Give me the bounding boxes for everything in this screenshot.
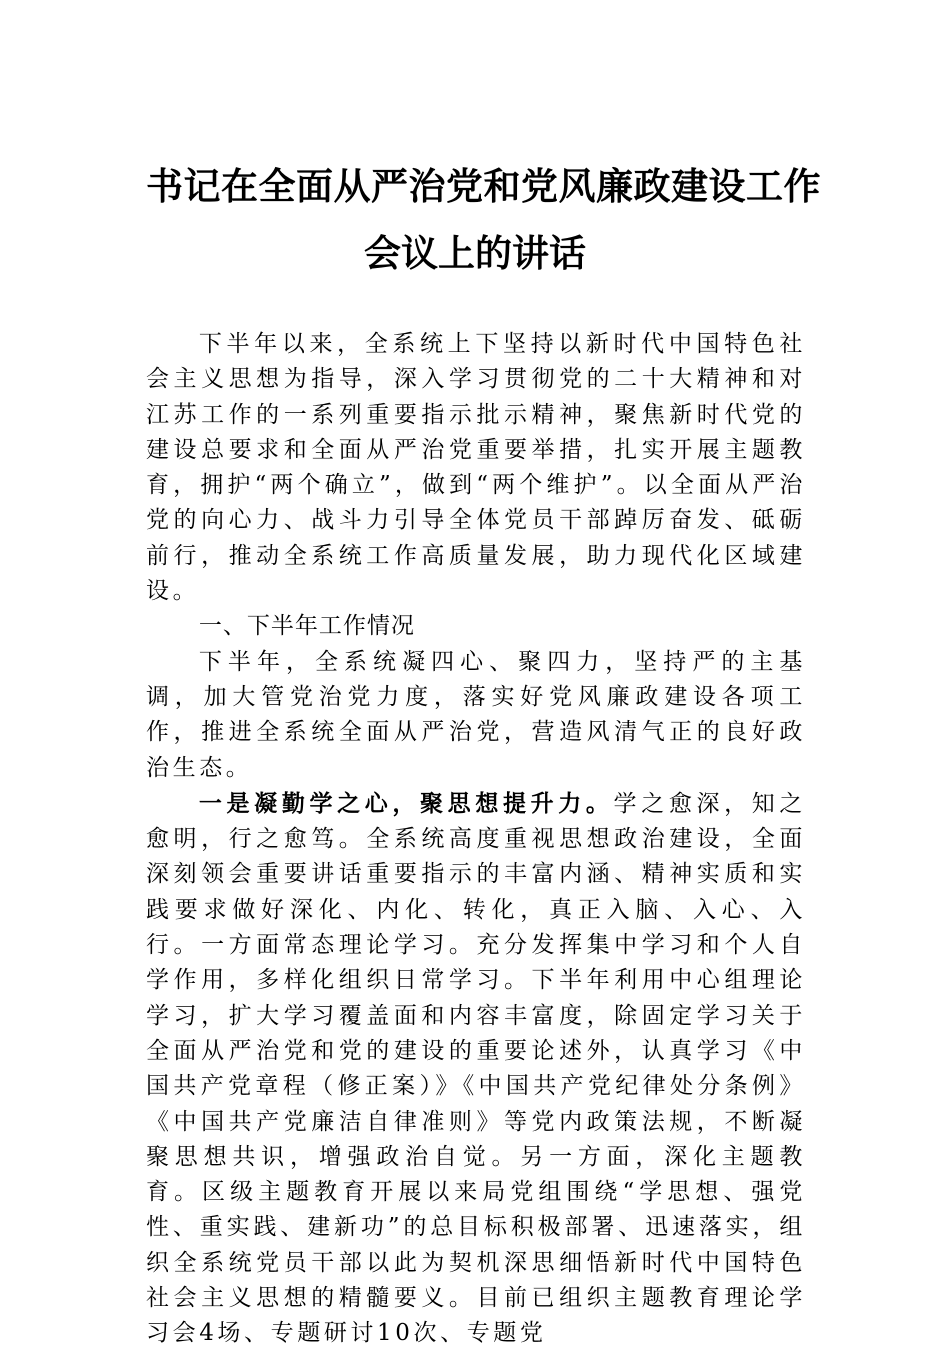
point-1-lead: 一是凝勤学之心，聚思想提升力。 <box>198 789 614 817</box>
intro-paragraph: 下半年以来，全系统上下坚持以新时代中国特色社会主义思想为指导，深入学习贯彻党的二十大精神和对江苏工作的一系列重要指示批示精神，聚焦新时代党的建设总要求和全面从严治党重要举措，扎实开展主题教育，拥护“两个确立”，做到“两个维护”。以全面从严治党的向心力、战斗力引导全体党员干部踔厉奋发、砥砺前行，推动全系统工作高质量发展，助力现代化区域建设。 <box>146 331 806 605</box>
document-title-line-1: 书记在全面从严治党和党风廉政建设工作 <box>146 164 821 208</box>
section-1-intro-paragraph: 下半年，全系统凝四心、聚四力，坚持严的主基调，加大管党治党力度，落实好党风廉政建设各项工作，推进全系统全面从严治党，营造风清气正的良好政治生态。 <box>146 648 806 781</box>
point-1-paragraph <box>146 786 806 1352</box>
document-title-line-2: 会议上的讲话 <box>364 231 586 275</box>
section-heading-1: 一、下半年工作情况 <box>198 613 415 640</box>
point-1-body: 学之愈深，知之愈明，行之愈笃。全系统高度重视思想政治建设，全面深刻领会重要讲话重要指示的丰富内涵、精神实质和实践要求做好深化、内化、转化，真正入脑、入心、入行。一方面常态理论学习。充分发挥集中学习和个人自学作用，多样化组织日常学习。下半年利用中心组理论学习，扩大学习覆盖面和内容丰富度，除固定学习关于全面从严治党和党的建设的重要论述外，认真学习《中国共产党章程（修正案）》《中国共产党纪律处分条例》《中国共产党廉洁自律准则》等党内政策法规，不断凝聚思想共识，增强政治自觉。另一方面，深化主题教育。区级主题教育开展以来局党组围绕“学思想、强党性、重实践、建新功”的总目标积极部署、迅速落实，组织全系统党员干部以此为契机深思细悟新时代中国特色社会主义思想的精髓要义。目前已组织主题教育理论学习会4场、专题研讨10次、专题党 <box>146 790 807 1347</box>
document-body <box>146 327 806 1352</box>
